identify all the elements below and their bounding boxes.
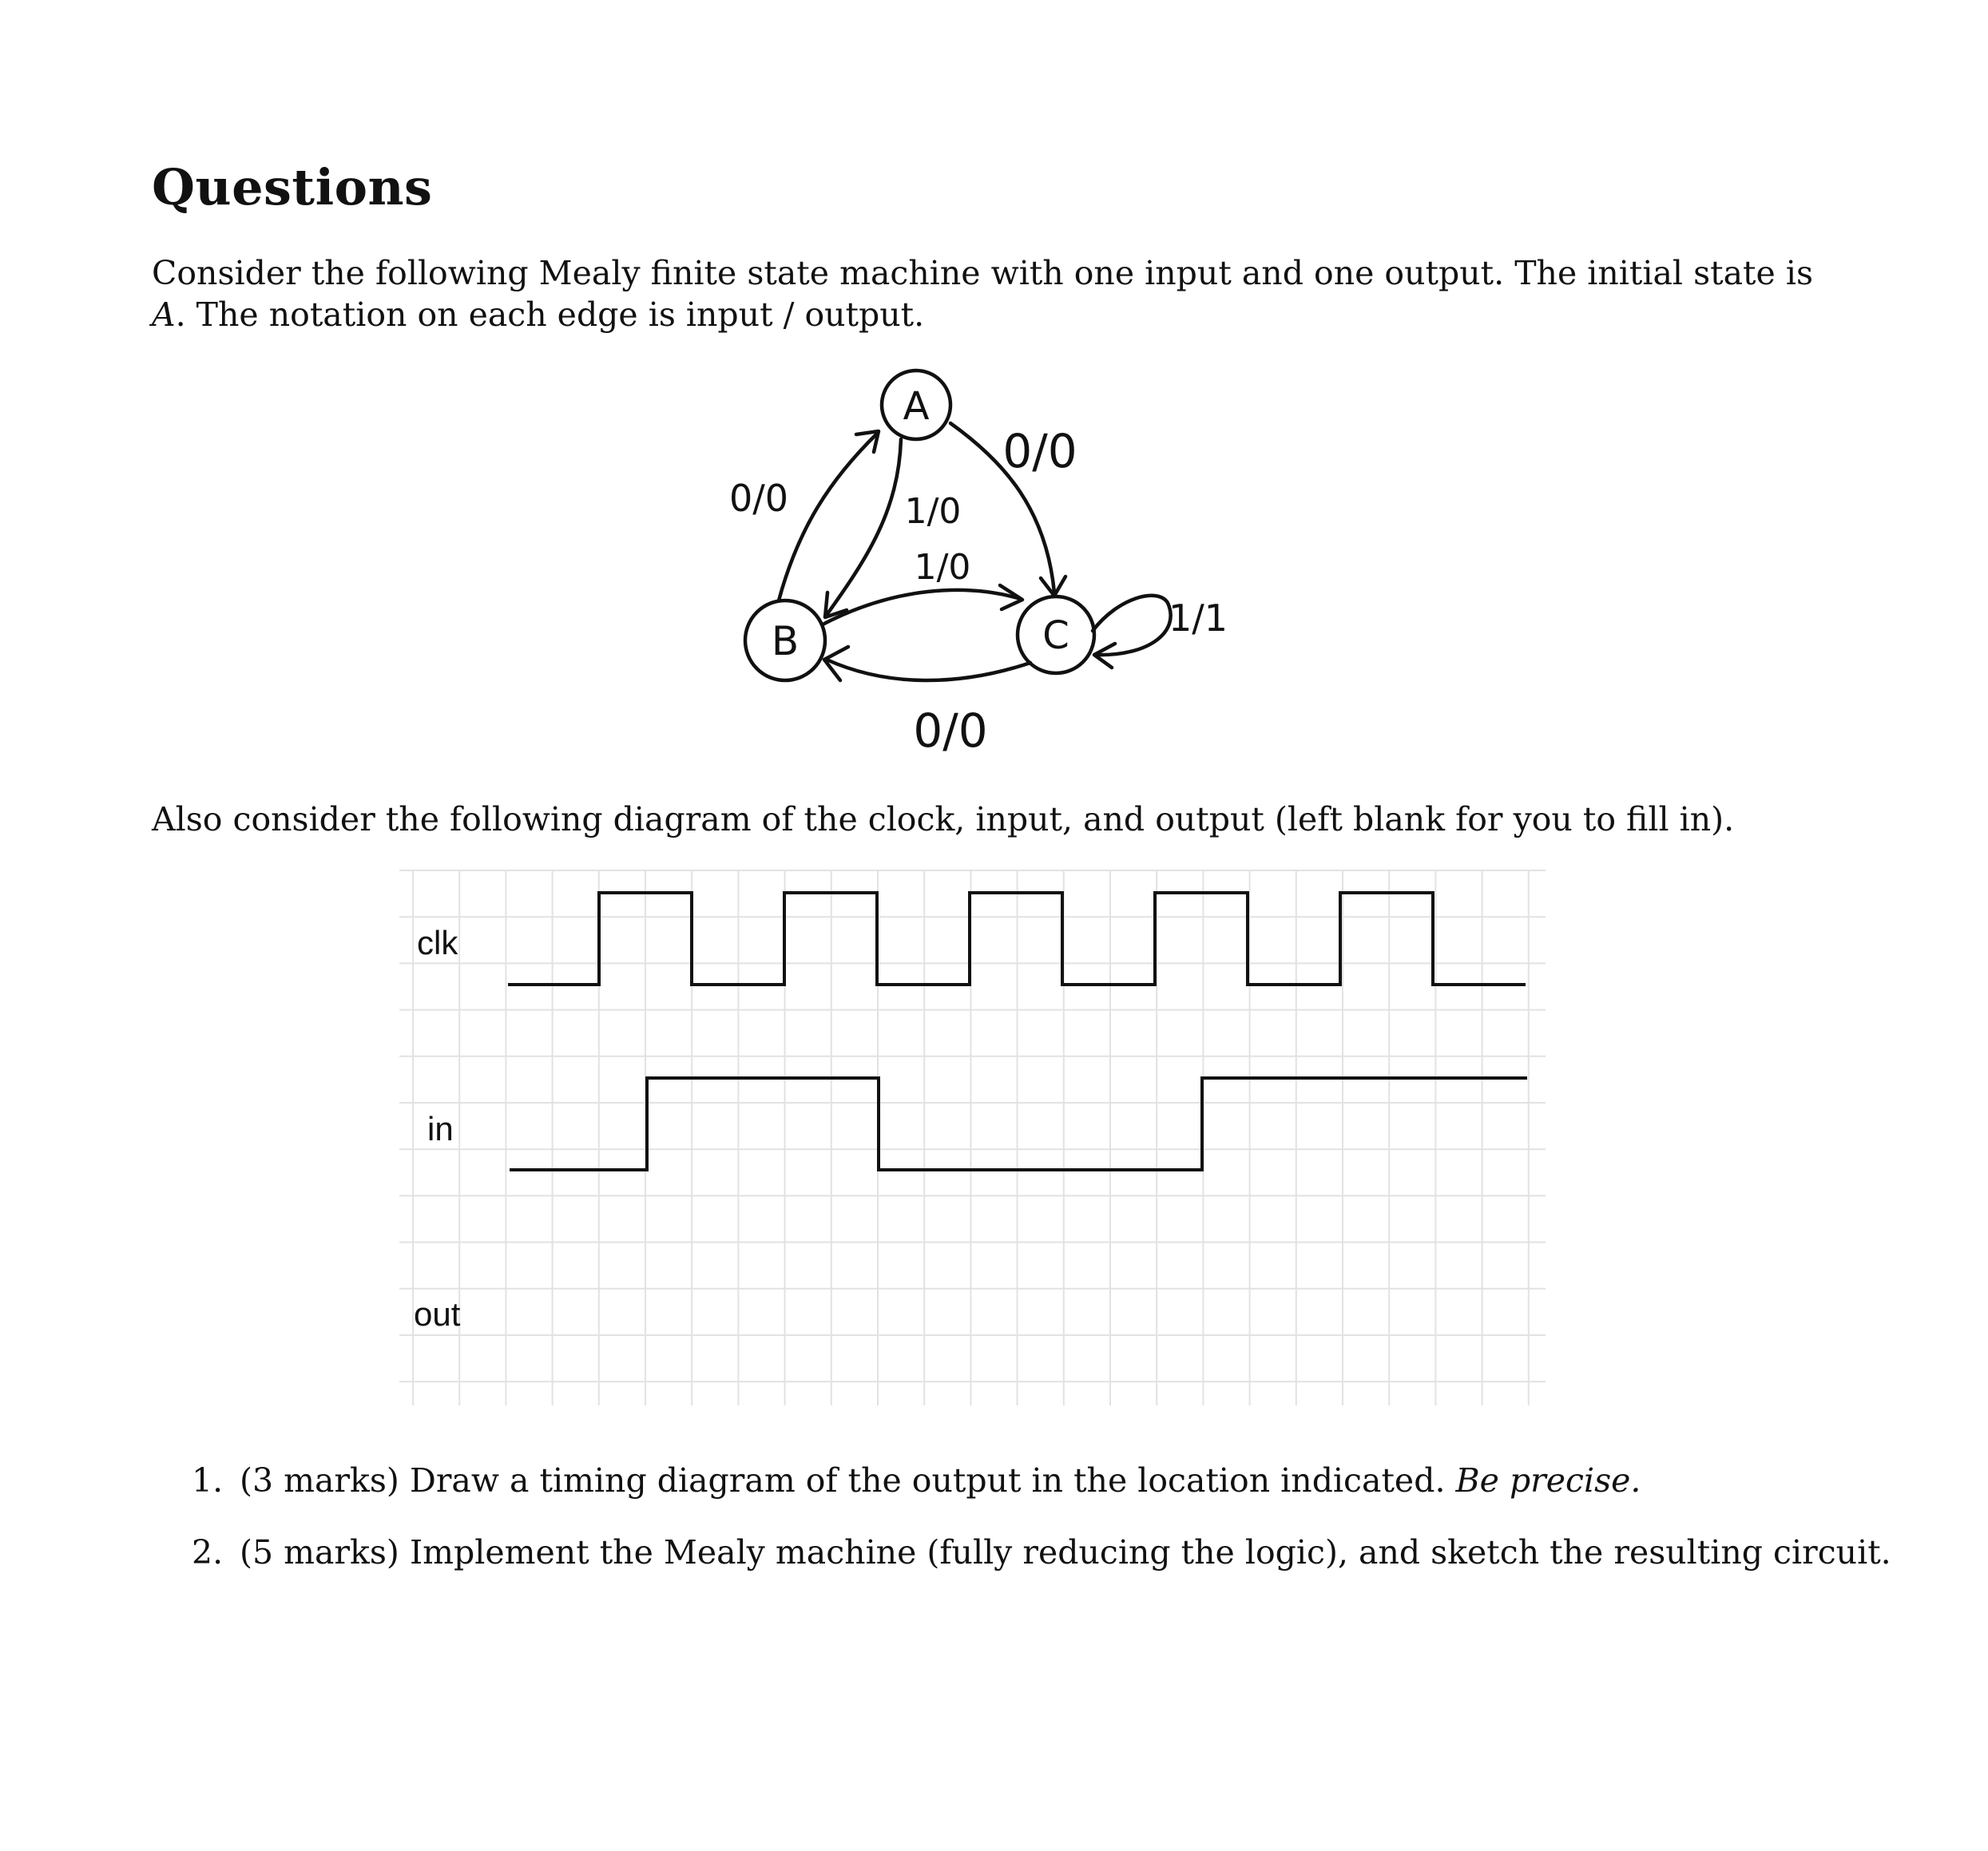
question-text: (5 marks) Implement the Mealy machine (fully reducing the logic), and sketch the resulting circuit. (240, 1533, 1891, 1572)
edge-b-to-a-label: 0/0 (728, 477, 789, 520)
intro-text: Consider the following Mealy finite state machine with one input and one output. The initial state is (152, 254, 1813, 292)
edge-a-to-c-label: 0/0 (1002, 424, 1077, 478)
state-a-label: A (903, 384, 930, 429)
timing-intro-paragraph: Also consider the following diagram of the clock, input, and output (left blank for you to fill in). (152, 800, 1735, 838)
question-number: 2. (192, 1533, 224, 1572)
signal-label-clk: clk (417, 924, 458, 961)
edge-c-self-loop-label: 1/1 (1168, 597, 1228, 640)
state-c-label: C (1042, 613, 1069, 658)
question-text: (3 marks) Draw a timing diagram of the output in the location indicated. Be precise. (240, 1461, 1641, 1500)
timing-grid (399, 870, 1546, 1405)
state-b-label: B (771, 618, 800, 664)
edge-b-to-c-label: 1/0 (914, 547, 971, 588)
question-item (192, 1533, 1891, 1572)
signal-label-in: in (427, 1110, 454, 1147)
edge-a-to-b-label: 1/0 (904, 491, 962, 532)
question-list (192, 1461, 1891, 1605)
signal-label-out: out (414, 1295, 461, 1333)
intro-text-end: . The notation on each edge is input / output. (175, 295, 925, 334)
in-waveform (510, 1078, 1527, 1170)
edge-c-to-b-label: 0/0 (913, 704, 988, 758)
question-item (192, 1461, 1891, 1500)
section-heading: Questions (152, 158, 433, 216)
question-emphasis: Be precise. (1455, 1461, 1641, 1500)
question-number: 1. (192, 1461, 224, 1500)
initial-state: A (152, 295, 176, 334)
